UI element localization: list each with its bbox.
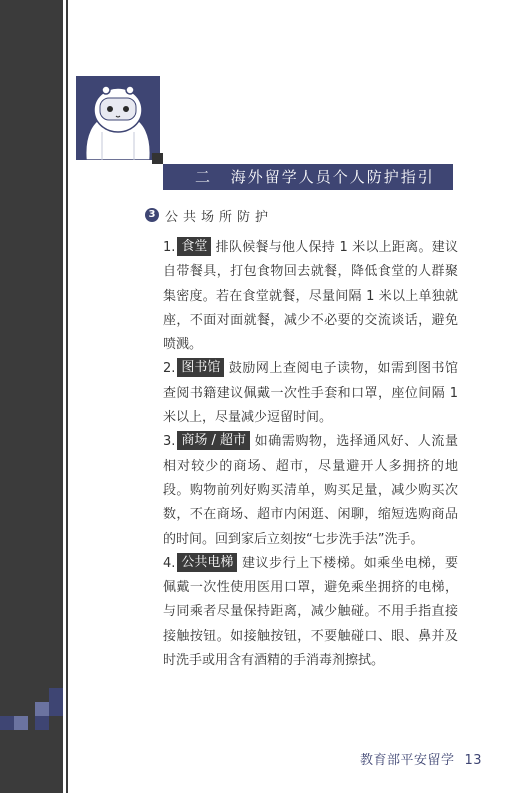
- item-text: 如确需购物，选择通风好、人流量相对较少的商场、超市，尽量避开人多拥挤的地段。购物前列好购买清单，购买足量，减少购买次数，不在商场、超市内闲逛、闲聊，缩短选购商品的时间。回到家后立刻按“七步洗手法”洗手。: [163, 434, 458, 547]
- footer-publisher: 教育部平安留学: [360, 753, 455, 768]
- item-text: 鼓励网上查阅电子读物，如需到图书馆查阅书籍建议佩戴一次性手套和口罩，座位间隔 1 米以上，尽量减少逗留时间。: [163, 361, 458, 426]
- item-text: 建议步行上下楼梯。如乘坐电梯，要佩戴一次性使用医用口罩，避免乘坐拥挤的电梯，与同乘者尽量保持距离，减少触碰。不用手指直接接触按钮。如接触按钮，不要触碰口、眼、鼻并及时洗手或用含有酒精的手消毒剂擦拭。: [163, 555, 458, 669]
- section-number: 二: [195, 168, 213, 186]
- subsection-heading: [145, 206, 273, 224]
- item-tag: 公共电梯: [177, 553, 237, 572]
- list-item: [163, 430, 458, 551]
- list-item: [163, 552, 458, 673]
- left-decorative-bar: [0, 0, 63, 793]
- item-index: 2.: [163, 361, 176, 377]
- subsection-title: 公共场所防护: [165, 209, 274, 225]
- mascot-logo: [76, 76, 160, 160]
- item-index: 3.: [163, 434, 176, 450]
- content-body: [163, 236, 458, 673]
- item-text: 排队候餐与他人保持 1 米以上距离。建议自带餐具，打包食物回去就餐，降低食堂的人群聚集密度。若在食堂就餐，尽量间隔 1 米以上单独就座，不面对面就餐，减少不必要的交流谈话，避免喷溅。: [163, 240, 458, 353]
- list-item: [163, 357, 458, 430]
- item-tag: 食堂: [177, 237, 211, 256]
- page-number: 13: [464, 753, 483, 768]
- pixel-block: [35, 716, 49, 730]
- item-index: 1.: [163, 240, 176, 255]
- item-index: 4.: [163, 555, 176, 571]
- pixel-block: [35, 702, 49, 716]
- pixel-block: [49, 702, 63, 716]
- section-title: 海外留学人员个人防护指引: [230, 168, 435, 186]
- pixel-block: [14, 716, 28, 730]
- mascot-icon: [76, 76, 160, 160]
- decorative-square: [152, 153, 163, 164]
- list-item: [163, 236, 458, 357]
- subsection-number-badge: 3: [145, 208, 159, 222]
- item-tag: 图书馆: [177, 358, 224, 377]
- page-footer: [360, 749, 482, 768]
- item-tag: 商场 / 超市: [177, 431, 250, 450]
- pixel-block: [0, 716, 14, 730]
- left-thin-line: [66, 0, 68, 793]
- pixel-block: [49, 688, 63, 702]
- section-heading: [163, 164, 453, 190]
